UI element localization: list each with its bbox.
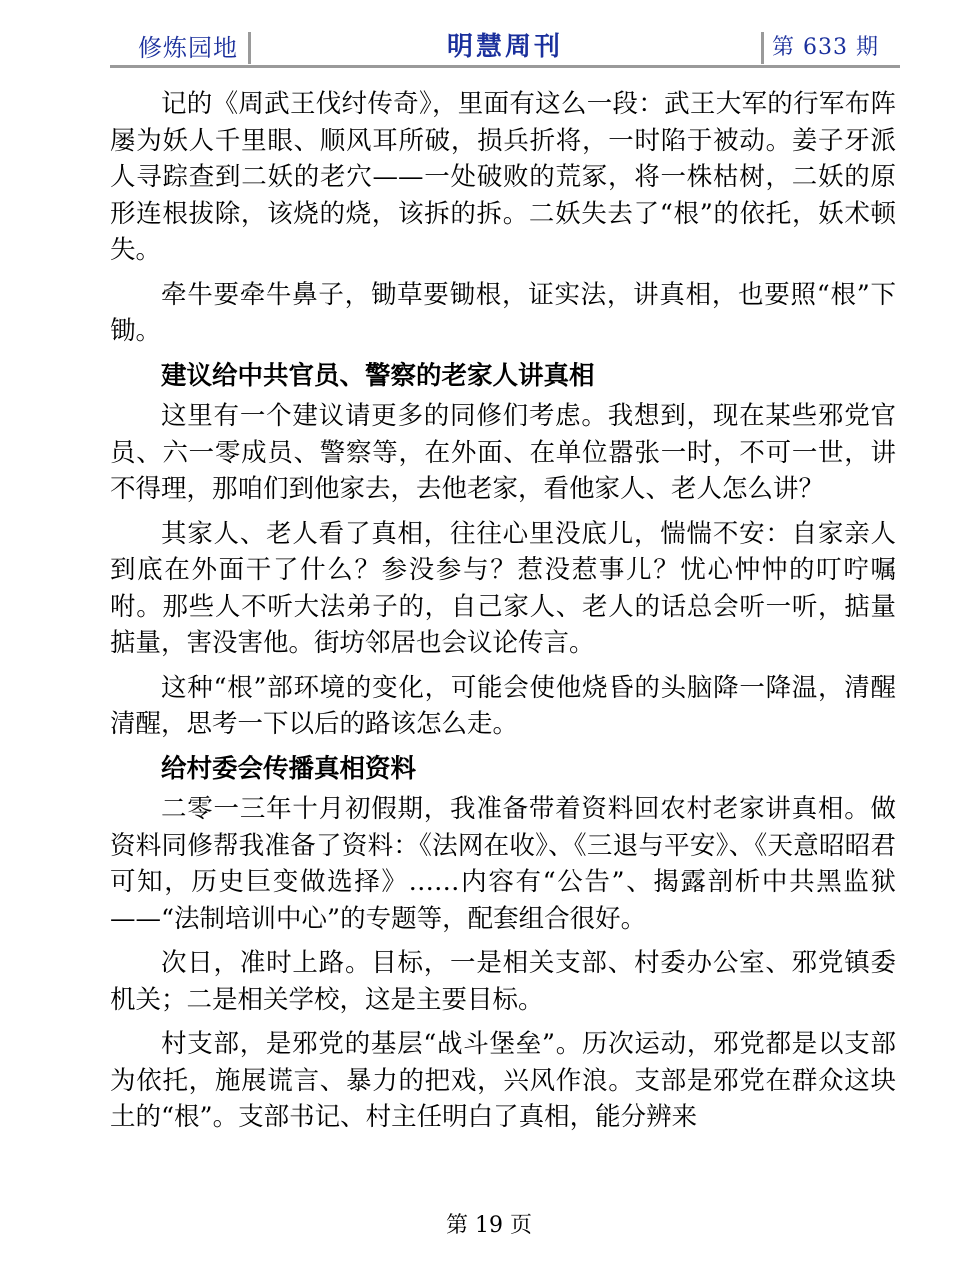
header-issue-number: 第 633 期 <box>772 35 879 60</box>
page-number: 第 19 页 <box>446 1213 532 1238</box>
page-header <box>110 26 900 66</box>
section-heading: 给村委会传播真相资料 <box>161 753 417 784</box>
body-paragraph: 这种“根”部环境的变化，可能会使他烧昏的头脑降一降温，清醒清醒，思考一下以后的路该怎么走。 <box>110 672 896 739</box>
article-body <box>110 86 896 1144</box>
body-paragraph: 牵牛要牵牛鼻子，锄草要锄根，证实法，讲真相，也要照“根”下锄。 <box>110 279 896 346</box>
header-publication-title: 明慧周刊 <box>446 32 563 62</box>
body-paragraph: 记的《周武王伐纣传奇》，里面有这么一段：武王大军的行军布阵屡为妖人千里眼、顺风耳所破，损兵折将，一时陷于被动。姜子牙派人寻踪查到二妖的老穴——一处破败的荒冢，将一株枯树，二妖的原形连根拔除，该烧的烧，该拆的拆。二妖失去了“根”的依托，妖术顿失。 <box>110 89 896 265</box>
header-section-name: 修炼园地 <box>138 34 238 62</box>
body-paragraph: 这里有一个建议请更多的同修们考虑。我想到，现在某些邪党官员、六一零成员、警察等，在外面、在单位嚣张一时，不可一世，讲不得理，那咱们到他家去，去他老家，看他家人、老人怎么讲？ <box>110 401 896 504</box>
body-paragraph: 次日，准时上路。目标，一是相关支部、村委办公室、邪党镇委机关；二是相关学校，这是主要目标。 <box>110 948 896 1015</box>
body-paragraph: 其家人、老人看了真相，往往心里没底儿，惴惴不安：自家亲人到底在外面干了什么？参没参与？惹没惹事儿？忧心忡忡的叮咛嘱咐。那些人不听大法弟子的，自己家人、老人的话总会听一听，掂量掂量，害没害他。街坊邻居也会议论传言。 <box>110 518 896 658</box>
body-paragraph: 村支部，是邪党的基层“战斗堡垒”。历次运动，邪党都是以支部为依托，施展谎言、暴力的把戏，兴风作浪。支部是邪党在群众这块土的“根”。支部书记、村主任明白了真相，能分辨来 <box>110 1029 896 1132</box>
header-divider-right <box>761 32 764 64</box>
section-heading: 建议给中共官员、警察的老家人讲真相 <box>161 360 595 391</box>
body-paragraph: 二零一三年十月初假期，我准备带着资料回农村老家讲真相。做资料同修帮我准备了资料：《法网在收》、《三退与平安》、《天意昭昭君可知，历史巨变做选择》……内容有“公告”、揭露剖析中共黑监狱——“法制培训中心”的专题等，配套组合很好。 <box>110 794 896 934</box>
header-rule <box>110 65 900 68</box>
